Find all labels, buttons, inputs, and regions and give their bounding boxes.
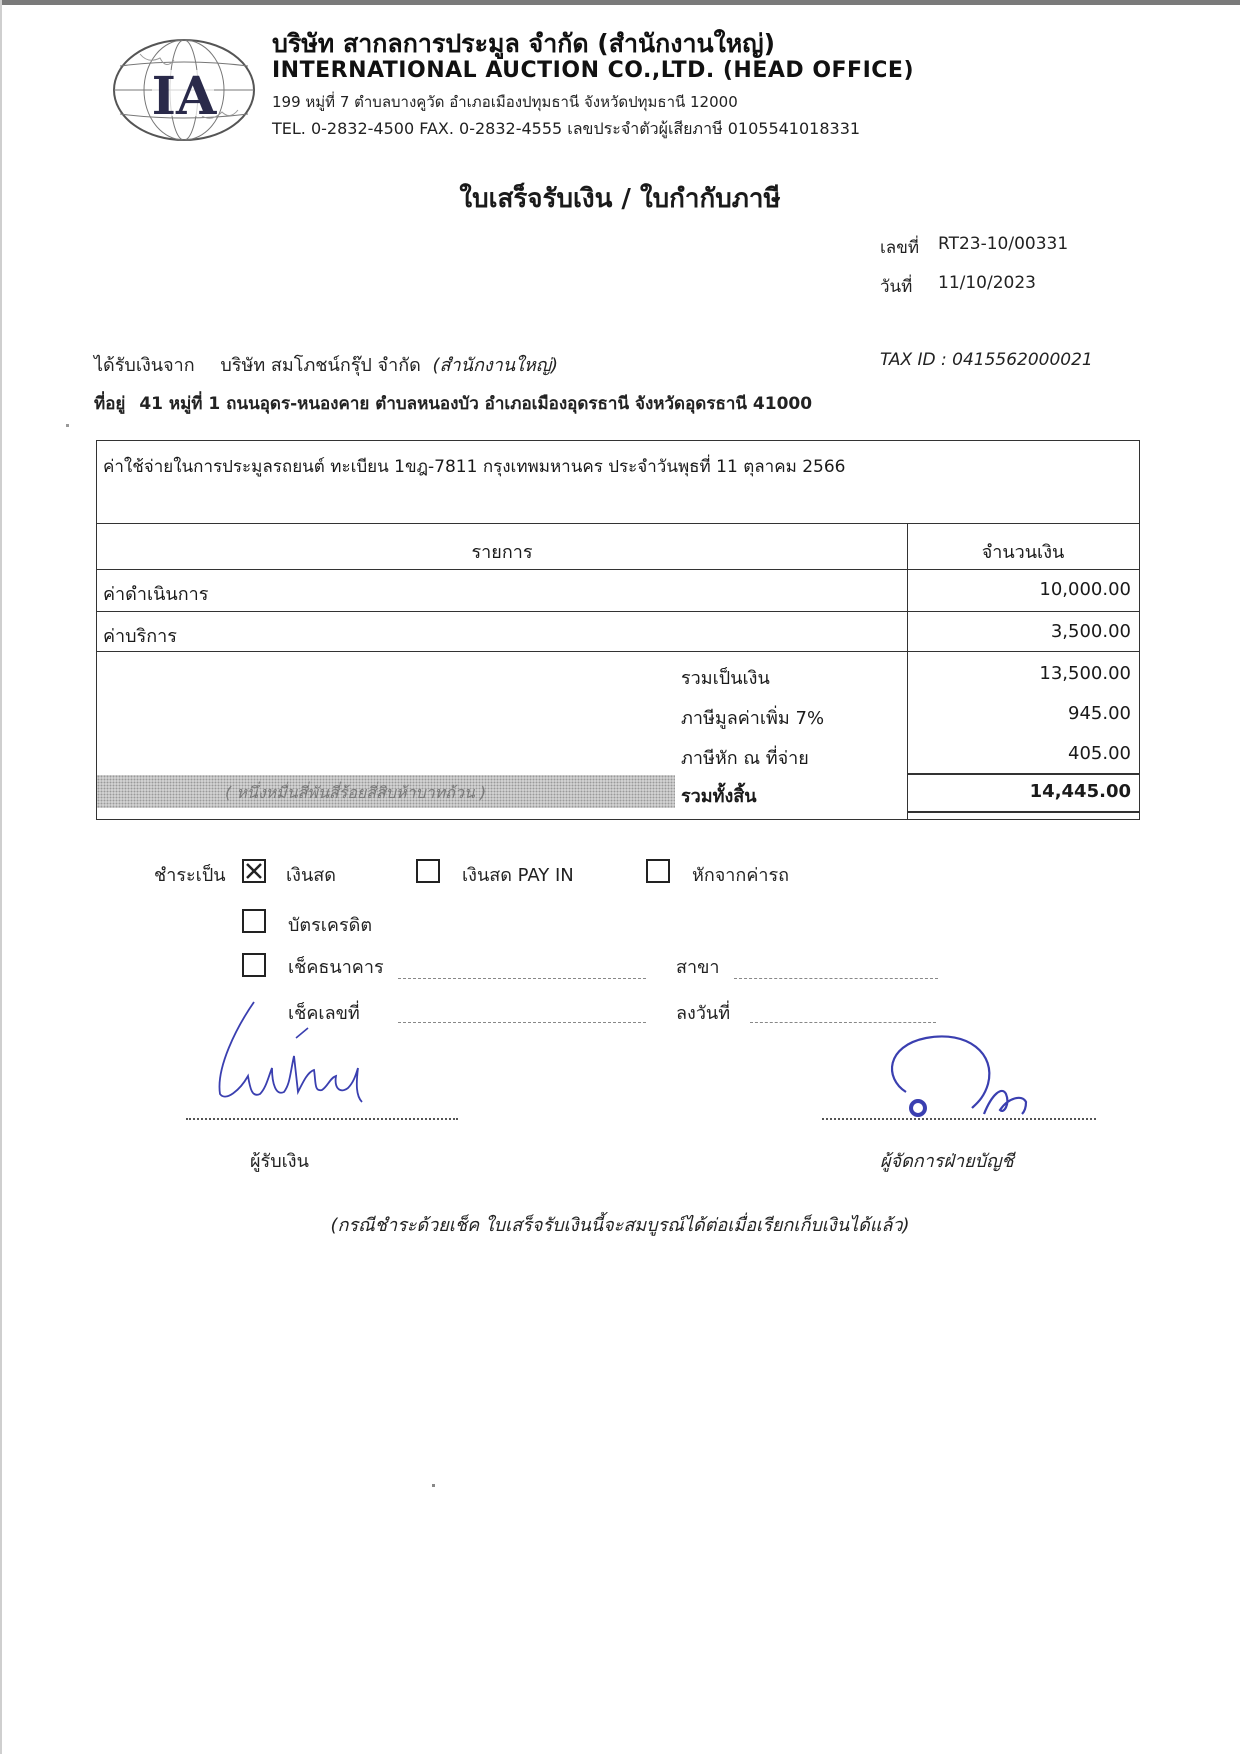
check-date-label: ลงวันที่ xyxy=(676,1003,731,1024)
cash-payin-checkbox[interactable] xyxy=(416,859,440,883)
branch-field[interactable] xyxy=(734,978,938,979)
bank-check-field[interactable] xyxy=(398,978,646,979)
table-description: ค่าใช้จ่ายในการประมูลรถยนต์ ทะเบียน 1ขฎ-7811 กรุงเทพมหานคร ประจำวันพุธที่ 11 ตุลาคม 2566 xyxy=(103,457,846,477)
wht-label: ภาษีหัก ณ ที่จ่าย xyxy=(681,748,809,769)
customer-address-line xyxy=(94,390,812,417)
scan-left-edge xyxy=(0,0,2,1754)
company-address: 199 หมู่ที่ 7 ตำบลบางคูวัด อำเภอเมืองปทุมธานี จังหวัดปทุมธานี 12000 xyxy=(272,93,738,111)
footer-note: (กรณีชำระด้วยเช็ค ใบเสร็จรับเงินนี้จะสมบูรณ์ได้ต่อเมื่อเรียกเก็บเงินได้แล้ว) xyxy=(330,1215,910,1236)
amount-in-words: ( หนึ่งหมื่นสี่พันสี่ร้อยสี่สิบห้าบาทถ้วน ) xyxy=(225,783,487,802)
company-name-en: INTERNATIONAL AUCTION CO.,LTD. (HEAD OFFICE) xyxy=(272,58,914,83)
cash-checkbox[interactable] xyxy=(242,859,266,883)
vat-amount: 945.00 xyxy=(1068,703,1131,724)
subtotal-amount: 13,500.00 xyxy=(1039,663,1131,684)
vat-label: ภาษีมูลค่าเพิ่ม 7% xyxy=(681,708,825,729)
scan-speck xyxy=(432,1484,435,1487)
manager-signature-line xyxy=(822,1118,1096,1120)
row-item-0: ค่าดำเนินการ xyxy=(103,584,209,605)
doc-date-label: วันที่ xyxy=(880,277,913,297)
logo-text: IA xyxy=(151,66,217,127)
row-amount-1: 3,500.00 xyxy=(1050,621,1131,642)
doc-number-label: เลขที่ xyxy=(880,238,920,258)
document-title: ใบเสร็จรับเงิน / ใบกำกับภาษี xyxy=(459,184,781,214)
receiver-label: ผู้รับเงิน xyxy=(250,1151,309,1172)
customer-address-label: ที่อยู่ xyxy=(94,394,126,414)
check-no-field[interactable] xyxy=(398,1022,646,1023)
doc-date: 11/10/2023 xyxy=(938,273,1036,293)
items-table xyxy=(96,440,1140,820)
receiver-signature-line xyxy=(186,1118,458,1120)
credit-card-checkbox[interactable] xyxy=(242,909,266,933)
check-no-label: เช็คเลขที่ xyxy=(288,1003,360,1024)
customer-branch: (สำนักงานใหญ่) xyxy=(432,355,559,376)
deduct-checkbox[interactable] xyxy=(646,859,670,883)
company-logo xyxy=(110,36,258,144)
cash-payin-label: เงินสด PAY IN xyxy=(462,865,574,886)
bank-check-label: เช็คธนาคาร xyxy=(288,957,384,978)
cash-label: เงินสด xyxy=(286,865,336,886)
branch-label: สาขา xyxy=(676,957,720,978)
company-contact: TEL. 0-2832-4500 FAX. 0-2832-4555 เลขประจำตัวผู้เสียภาษี 0105541018331 xyxy=(272,119,861,138)
subtotal-label: รวมเป็นเงิน xyxy=(681,668,770,689)
doc-number: RT23-10/00331 xyxy=(938,234,1069,254)
customer-name: บริษัท สมโภชน์กรุ๊ป จำกัด xyxy=(220,355,421,376)
received-from-line xyxy=(94,350,558,379)
col-header-amount: จำนวนเงิน xyxy=(981,542,1065,563)
customer-address: 41 หมู่ที่ 1 ถนนอุดร-หนองคาย ตำบลหนองบัว อำเภอเมืองอุดรธานี จังหวัดอุดรธานี 41000 xyxy=(139,394,813,414)
row-item-1: ค่าบริการ xyxy=(103,626,177,647)
receiver-signature xyxy=(196,998,386,1110)
col-header-item: รายการ xyxy=(471,542,533,563)
total-label: รวมทั้งสิ้น xyxy=(681,786,757,807)
paid-by-label: ชำระเป็น xyxy=(154,865,226,886)
received-from-label: ได้รับเงินจาก xyxy=(94,355,195,376)
customer-tax-id: TAX ID : 0415562000021 xyxy=(880,350,1093,370)
scan-top-edge xyxy=(0,0,1240,5)
bank-check-checkbox[interactable] xyxy=(242,953,266,977)
manager-label: ผู้จัดการฝ่ายบัญชี xyxy=(880,1151,1014,1172)
company-name-th: บริษัท สากลการประมูล จำกัด (สำนักงานใหญ่) xyxy=(272,29,776,58)
deduct-label: หักจากค่ารถ xyxy=(692,865,790,886)
check-date-field[interactable] xyxy=(750,1022,936,1023)
total-amount: 14,445.00 xyxy=(1029,781,1131,802)
wht-amount: 405.00 xyxy=(1068,743,1131,764)
manager-signature xyxy=(876,1024,1056,1120)
credit-card-label: บัตรเครดิต xyxy=(288,915,373,936)
check-x-icon xyxy=(244,861,264,881)
scan-speck xyxy=(66,424,69,427)
row-amount-0: 10,000.00 xyxy=(1039,579,1131,600)
